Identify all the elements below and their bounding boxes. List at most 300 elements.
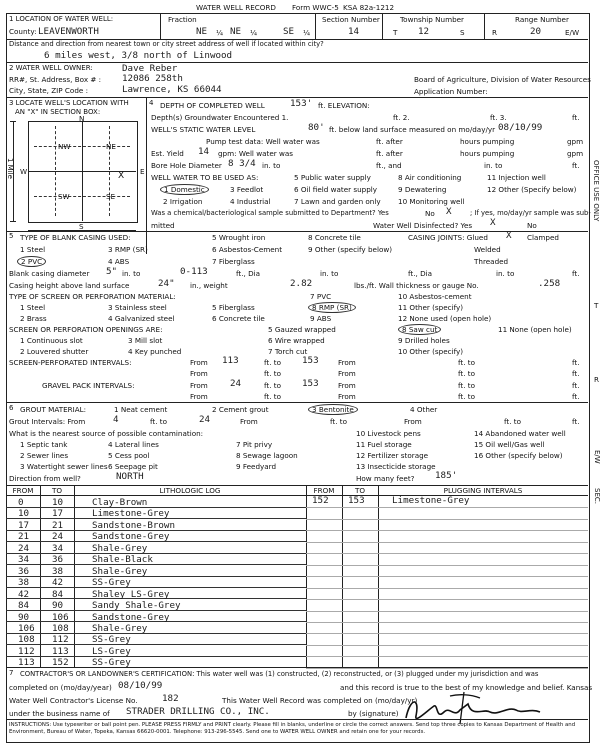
section-6-num: 6 bbox=[9, 404, 14, 412]
log-to[interactable]: 90 bbox=[52, 600, 64, 612]
instructions: INSTRUCTIONS: Use typewriter or ball point pen. PLEASE PRESS FIRMLY and PRINT clearly. Please fill in blanks, underline or circle the correct answers. Send top three copies to Kansas Department of Health and Environment, Bureau of Water, Topeka, Kansas 66620-0001. Telephone: 913-296-5545. Send one to WATER WELL OWNER and retain one for your records. bbox=[9, 722, 576, 735]
log-from[interactable]: 112 bbox=[18, 645, 35, 657]
section-value[interactable]: 14 bbox=[348, 26, 360, 37]
screen-12[interactable]: 12 None used (open hole) bbox=[398, 314, 492, 323]
plug-row-line bbox=[306, 622, 588, 623]
casing-2-circled: 2 PVC bbox=[17, 256, 46, 267]
log-description[interactable]: Sandy Shale-Grey bbox=[92, 600, 181, 612]
elevation-label: ft. ELEVATION: bbox=[318, 101, 370, 110]
log-description[interactable]: Clay-Brown bbox=[92, 497, 148, 508]
log-description[interactable]: SS-Grey bbox=[92, 634, 131, 646]
log-description[interactable]: Sandstone-Grey bbox=[92, 611, 170, 623]
perf-ft-2: ft. bbox=[572, 369, 580, 378]
plug-from-header: FROM bbox=[313, 486, 335, 495]
disinfect-no: No bbox=[527, 221, 537, 230]
use-4[interactable]: 4 Industrial bbox=[230, 197, 271, 206]
source-5[interactable]: 5 Cess pool bbox=[108, 451, 150, 460]
plug-row-line bbox=[306, 576, 588, 577]
bore-label: Bore Hole Diameter bbox=[151, 161, 222, 170]
gravel-ft: ft. bbox=[572, 381, 580, 390]
log-from[interactable]: 34 bbox=[18, 554, 30, 566]
pump-ft-after: ft. after bbox=[376, 137, 403, 146]
use-6[interactable]: 6 Oil field water supply bbox=[294, 185, 378, 194]
bore-in-to: in. to bbox=[262, 161, 281, 170]
open-5[interactable]: 5 Gauzed wrapped bbox=[268, 325, 336, 334]
quarter-2[interactable]: NE bbox=[230, 26, 242, 37]
use-7[interactable]: 7 Lawn and garden only bbox=[294, 197, 381, 206]
use-1-circled: 1 Domestic bbox=[160, 184, 209, 195]
screen-5[interactable]: 5 Fiberglass bbox=[212, 303, 255, 312]
log-row bbox=[6, 622, 306, 634]
address-label: RR#, St. Address, Box # : bbox=[9, 75, 102, 84]
plug-row-line bbox=[306, 656, 588, 657]
open-2[interactable]: 2 Louvered shutter bbox=[20, 347, 89, 356]
screen-1[interactable]: 1 Steel bbox=[20, 303, 46, 312]
gravel-ft-from-2: From bbox=[338, 392, 356, 401]
distance-value[interactable]: 6 miles west, 3/8 north of Linwood bbox=[44, 50, 233, 61]
casing-joints-mark[interactable]: X bbox=[506, 230, 512, 241]
section-nw: NW bbox=[58, 142, 71, 151]
openings-label: SCREEN OR PERFORATION OPENINGS ARE: bbox=[9, 325, 163, 334]
perf-ft: ft. bbox=[572, 358, 580, 367]
diam-ft-dia: ft., Dia bbox=[236, 269, 261, 278]
gw-ft2: ft. 2. bbox=[393, 113, 410, 122]
open-10[interactable]: 10 Other (specify) bbox=[398, 347, 464, 356]
log-to[interactable]: 24 bbox=[52, 531, 64, 543]
bore-value[interactable]: 8 3/4 bbox=[228, 158, 256, 169]
quarter-sym-3: ¼ bbox=[303, 28, 310, 37]
diam-to-value[interactable]: 0-113 bbox=[180, 266, 208, 277]
log-from[interactable]: 38 bbox=[18, 577, 30, 589]
static-level-label: WELL'S STATIC WATER LEVEL bbox=[151, 125, 256, 134]
township-value[interactable]: 12 bbox=[418, 26, 430, 37]
gravel-from: From bbox=[190, 381, 208, 390]
casing-3[interactable]: 3 RMP (SR) bbox=[108, 245, 148, 254]
pump-hours: hours pumping bbox=[460, 137, 515, 146]
range-ew: E/W bbox=[565, 28, 580, 37]
plug-row-line bbox=[306, 519, 588, 520]
cert-line-3: This Water Well Record was completed on (mo/day/yr) bbox=[222, 696, 418, 705]
board-label: Board of Agriculture, Division of Water Resources bbox=[414, 75, 591, 84]
log-to[interactable]: 42 bbox=[52, 577, 64, 589]
quarter-3[interactable]: SE bbox=[283, 26, 295, 37]
screen-4[interactable]: 4 Galvanized steel bbox=[108, 314, 175, 323]
log-to[interactable]: 21 bbox=[52, 519, 64, 531]
log-row bbox=[6, 542, 306, 554]
weight-value[interactable]: 2.82 bbox=[290, 278, 313, 289]
height-label: Casing height above land surface bbox=[9, 281, 130, 290]
plug-intervals-header: PLUGGING INTERVALS bbox=[443, 486, 523, 495]
log-to[interactable]: 84 bbox=[52, 588, 64, 600]
source-16[interactable]: 16 Other (specify below) bbox=[474, 451, 563, 460]
signature-label: by (signature) bbox=[348, 709, 399, 718]
static-level-value[interactable]: 80' bbox=[308, 122, 325, 133]
static-level-date[interactable]: 08/10/99 bbox=[498, 122, 543, 133]
county-label: County: bbox=[9, 27, 37, 36]
screen-6[interactable]: 6 Concrete tile bbox=[212, 314, 265, 323]
county-value[interactable]: LEAVENWORTH bbox=[38, 26, 99, 37]
log-description[interactable]: Sandstone-Grey bbox=[92, 531, 170, 543]
log-litho-header: LITHOLOGIC LOG bbox=[159, 486, 221, 495]
casing-7[interactable]: 7 Fiberglass bbox=[212, 257, 255, 266]
source-3[interactable]: 3 Watertight sewer lines bbox=[20, 462, 108, 471]
log-from[interactable]: 113 bbox=[18, 657, 35, 669]
perf-label: SCREEN-PERFORATED INTERVALS: bbox=[9, 358, 132, 367]
office-use-label: OFFICE USE ONLY bbox=[592, 160, 600, 222]
grout-to-value[interactable]: 24 bbox=[199, 414, 211, 425]
plug-row-line bbox=[306, 530, 588, 531]
quarter-sym-2: ¼ bbox=[250, 28, 257, 37]
contamination-label: What is the nearest source of possible contamination: bbox=[9, 429, 204, 438]
section-box-label-1: 3 LOCATE WELL'S LOCATION WITH bbox=[9, 99, 129, 107]
screen-3[interactable]: 3 Stainless steel bbox=[108, 303, 167, 312]
open-1[interactable]: 1 Continuous slot bbox=[20, 336, 83, 345]
source-13[interactable]: 13 Insecticide storage bbox=[356, 462, 436, 471]
city-label: City, State, ZIP Code : bbox=[9, 86, 89, 95]
section-4-num: 4 bbox=[149, 99, 154, 107]
log-description[interactable]: LS-Grey bbox=[92, 645, 131, 657]
use-2[interactable]: 2 Irrigation bbox=[163, 197, 203, 206]
section-ne: NE bbox=[106, 142, 116, 151]
distance-label: Distance and direction from nearest town or city street address of well if located within city? bbox=[9, 40, 324, 48]
log-from[interactable]: 90 bbox=[18, 611, 30, 623]
direction-label: Direction from well? bbox=[9, 474, 81, 483]
chem-label-2: ; If yes, mo/day/yr sample was sub- bbox=[470, 209, 591, 217]
perf-ft-from: From bbox=[338, 358, 356, 367]
log-to[interactable]: 38 bbox=[52, 565, 64, 577]
plug-to-header: TO bbox=[354, 486, 366, 495]
howmany-value[interactable]: 185' bbox=[435, 470, 458, 481]
source-4[interactable]: 4 Lateral lines bbox=[108, 440, 159, 449]
open-9[interactable]: 9 Drilled holes bbox=[398, 336, 450, 345]
log-row bbox=[6, 599, 306, 611]
open-4[interactable]: 4 Key punched bbox=[128, 347, 182, 356]
ksa-ref: KSA 82a-1212 bbox=[343, 3, 395, 12]
casing-clamped: Clamped bbox=[527, 233, 559, 242]
casing-joints: CASING JOINTS: Glued bbox=[408, 233, 488, 242]
height-value[interactable]: 24" bbox=[158, 278, 175, 289]
business-label: under the business name of bbox=[9, 709, 110, 718]
weight-unit: lbs./ft. Wall thickness or gauge No. bbox=[354, 281, 479, 290]
est-ft-after: ft. after bbox=[376, 149, 403, 158]
section-5-num: 5 bbox=[9, 232, 14, 240]
log-description[interactable]: Shale-Grey bbox=[92, 622, 148, 634]
grout-3[interactable] bbox=[308, 406, 358, 413]
grout-3-circled: 3 Bentonite bbox=[308, 404, 358, 415]
pump-gpm: gpm bbox=[567, 137, 584, 146]
open-8[interactable] bbox=[398, 326, 441, 333]
source-7[interactable]: 7 Pit privy bbox=[236, 440, 273, 449]
use-1[interactable] bbox=[160, 186, 209, 193]
log-row bbox=[6, 565, 306, 577]
disinfect-mark[interactable]: X bbox=[490, 217, 496, 228]
range-value[interactable]: 20 bbox=[530, 26, 542, 37]
log-to[interactable]: 34 bbox=[52, 542, 64, 554]
log-to-header: TO bbox=[51, 486, 63, 495]
casing-2[interactable] bbox=[17, 258, 46, 265]
screen-2[interactable]: 2 Brass bbox=[20, 314, 47, 323]
depth-label: DEPTH OF COMPLETED WELL bbox=[160, 101, 265, 110]
perf-ft-to-4: ft. to bbox=[458, 369, 476, 378]
pump-test-label: Pump test data: Well water was bbox=[206, 137, 320, 146]
log-row bbox=[6, 519, 306, 531]
log-row bbox=[6, 633, 306, 645]
owner-address[interactable]: 12086 258th bbox=[122, 73, 183, 84]
township-label: Township Number bbox=[400, 15, 465, 24]
plug-row-line bbox=[306, 599, 588, 600]
log-to[interactable]: 113 bbox=[52, 645, 69, 657]
log-row bbox=[6, 576, 306, 588]
height-in-weight: in., weight bbox=[190, 281, 228, 290]
section-w: W bbox=[20, 167, 28, 176]
log-row bbox=[6, 553, 306, 565]
gravel-to-value[interactable]: 153 bbox=[302, 378, 319, 389]
gravel-from-value[interactable]: 24 bbox=[230, 378, 242, 389]
diam-in-to: in. to bbox=[122, 269, 141, 278]
gravel-ft-to-3: ft. to bbox=[264, 392, 282, 401]
log-from[interactable]: 36 bbox=[18, 565, 30, 577]
log-row bbox=[6, 507, 306, 519]
use-8[interactable]: 8 Air conditioning bbox=[398, 173, 462, 182]
location-label: 1 LOCATION OF WATER WELL: bbox=[9, 15, 114, 23]
use-5[interactable]: 5 Public water supply bbox=[294, 173, 371, 182]
log-from[interactable]: 106 bbox=[18, 622, 35, 634]
business-value[interactable]: STRADER DRILLING CO., INC. bbox=[126, 706, 270, 717]
perf-ft-to-2: ft. to bbox=[458, 358, 476, 367]
perf-to-value[interactable]: 153 bbox=[302, 355, 319, 366]
source-1[interactable]: 1 Septic tank bbox=[20, 440, 68, 449]
disinfect-label: Water Well Disinfected? Yes bbox=[373, 221, 473, 230]
grout-ft-from-2: From bbox=[404, 417, 422, 426]
log-from[interactable]: 24 bbox=[18, 542, 30, 554]
use-3[interactable]: 3 Feedlot bbox=[230, 185, 264, 194]
log-row bbox=[6, 530, 306, 542]
gravel-ft-to: ft. to bbox=[264, 381, 282, 390]
howmany-label: How many feet? bbox=[356, 474, 415, 483]
log-from[interactable]: 21 bbox=[18, 531, 30, 543]
source-9[interactable]: 9 Feedyard bbox=[236, 462, 277, 471]
range-r: R bbox=[492, 28, 497, 37]
bore-ft: ft. bbox=[572, 161, 580, 170]
perf-ft-from-2: From bbox=[338, 369, 356, 378]
completed-label: completed on (mo/day/year) bbox=[9, 683, 112, 692]
log-description[interactable]: Shaley LS-Grey bbox=[92, 588, 170, 600]
screen-8-circled: 8 RMP (SR) bbox=[308, 302, 356, 313]
log-description[interactable]: Shale-Black bbox=[92, 554, 153, 566]
est-yield-unit: gpm: Well water was bbox=[218, 149, 294, 158]
est-yield-label: Est. Yield bbox=[151, 149, 184, 158]
gw-ft3: ft. 3. bbox=[490, 113, 507, 122]
source-11[interactable]: 11 Fuel storage bbox=[356, 440, 412, 449]
gravel-label: GRAVEL PACK INTERVALS: bbox=[42, 381, 135, 390]
casing-label: TYPE OF BLANK CASING USED: bbox=[20, 233, 131, 242]
section-e: E bbox=[140, 167, 145, 176]
est-gpm: gpm bbox=[567, 149, 584, 158]
use-11[interactable]: 11 Injection well bbox=[487, 173, 546, 182]
log-to[interactable]: 152 bbox=[52, 657, 69, 669]
use-10[interactable]: 10 Monitoring well bbox=[398, 197, 465, 206]
log-to[interactable]: 36 bbox=[52, 554, 64, 566]
log-row bbox=[6, 645, 306, 657]
log-to[interactable]: 108 bbox=[52, 622, 69, 634]
diam-label: Blank casing diameter bbox=[9, 269, 90, 278]
quarter-sym-1: ¼ bbox=[216, 28, 223, 37]
owner-city[interactable]: Lawrence, KS 66044 bbox=[122, 84, 222, 95]
log-description[interactable]: Shale-Grey bbox=[92, 542, 148, 554]
section-7-num: 7 bbox=[9, 669, 14, 677]
section-box-label-2: AN "X" IN SECTION BOX: bbox=[15, 108, 101, 116]
casing-8[interactable]: 8 Concrete tile bbox=[308, 233, 361, 242]
grout-4[interactable]: 4 Other bbox=[410, 405, 438, 414]
plug-row-line bbox=[306, 542, 588, 543]
plug-row-line bbox=[306, 507, 588, 508]
diam-ft: ft. bbox=[572, 269, 580, 278]
log-from-header: FROM bbox=[12, 486, 34, 495]
license-value[interactable]: 182 bbox=[162, 693, 179, 704]
gw-ft: ft. bbox=[572, 113, 580, 122]
screen-8[interactable] bbox=[308, 304, 356, 311]
diam-value[interactable]: 5" bbox=[106, 266, 118, 277]
source-15[interactable]: 15 Oil well/Gas well bbox=[474, 440, 545, 449]
screen-label: TYPE OF SCREEN OR PERFORATION MATERIAL: bbox=[9, 292, 176, 301]
perf-ft-to: ft. to bbox=[264, 358, 282, 367]
log-row bbox=[6, 611, 306, 623]
gravel-ft-to-4: ft. to bbox=[458, 392, 476, 401]
log-from[interactable]: 84 bbox=[18, 600, 30, 612]
plug-row-line bbox=[306, 588, 588, 589]
log-description[interactable]: Sandstone-Brown bbox=[92, 519, 175, 531]
side-sec: SEC. bbox=[593, 488, 601, 504]
grout-intervals-label: Grout Intervals: From bbox=[9, 417, 86, 426]
side-t: T bbox=[594, 301, 599, 310]
plug-desc-value[interactable]: Limestone-Grey bbox=[392, 495, 470, 506]
plug-row-line bbox=[306, 565, 588, 566]
log-description[interactable]: SS-Grey bbox=[92, 657, 131, 669]
source-2[interactable]: 2 Sewer lines bbox=[20, 451, 69, 460]
mile-label: 1 Mile bbox=[6, 158, 14, 179]
log-to[interactable]: 112 bbox=[52, 634, 69, 646]
completed-value[interactable]: 08/10/99 bbox=[118, 680, 163, 691]
section-s: S bbox=[79, 222, 84, 231]
grout-from-value[interactable]: 4 bbox=[113, 414, 119, 425]
use-12[interactable]: 12 Other (Specify below) bbox=[487, 185, 577, 194]
cert-line-2: and this record is true to the best of my knowledge and belief. Kansas bbox=[340, 683, 593, 692]
fraction-label: Fraction bbox=[168, 15, 197, 24]
log-to[interactable]: 17 bbox=[52, 508, 64, 520]
perf-from-2: From bbox=[190, 369, 208, 378]
screen-7[interactable]: 7 PVC bbox=[310, 292, 332, 301]
source-10[interactable]: 10 Livestock pens bbox=[356, 429, 421, 438]
open-3[interactable]: 3 Mill slot bbox=[128, 336, 163, 345]
source-6[interactable]: 6 Seepage pit bbox=[108, 462, 158, 471]
application-number-label: Application Number: bbox=[414, 87, 488, 96]
gravel-ft-to-2: ft. to bbox=[458, 381, 476, 390]
log-from[interactable]: 108 bbox=[18, 634, 35, 646]
casing-5[interactable]: 5 Wrought iron bbox=[212, 233, 266, 242]
casing-6[interactable]: 6 Asbestos-Cement bbox=[212, 245, 283, 254]
log-row bbox=[6, 588, 306, 600]
plug-row-line bbox=[306, 553, 588, 554]
log-from[interactable]: 42 bbox=[18, 588, 30, 600]
depth-value[interactable]: 153' bbox=[290, 98, 313, 109]
chem-no-mark[interactable]: X bbox=[446, 206, 452, 217]
log-description[interactable]: SS-Grey bbox=[92, 577, 131, 589]
grout-ft: ft. bbox=[572, 417, 580, 426]
perf-from-value[interactable]: 113 bbox=[222, 355, 239, 366]
static-level-text: ft. below land surface measured on mo/day/yr bbox=[329, 125, 496, 134]
open-7[interactable]: 7 Torch cut bbox=[268, 347, 308, 356]
bore-ft-and: ft., and bbox=[376, 161, 402, 170]
groundwater-label: Depth(s) Groundwater Encountered 1. bbox=[151, 113, 289, 122]
form-number: Form WWC-5 bbox=[292, 3, 339, 12]
owner-name[interactable]: Dave Reber bbox=[122, 63, 178, 74]
log-from[interactable]: 10 bbox=[18, 508, 30, 520]
casing-threaded: Threaded bbox=[474, 257, 509, 266]
grout-2[interactable]: 2 Cement grout bbox=[212, 405, 269, 414]
est-yield-value[interactable]: 14 bbox=[198, 146, 210, 157]
perf-from: From bbox=[190, 358, 208, 367]
source-14[interactable]: 14 Abandoned water well bbox=[474, 429, 566, 438]
casing-1[interactable]: 1 Steel bbox=[20, 245, 46, 254]
section-se: SE bbox=[106, 192, 116, 201]
log-from[interactable]: 17 bbox=[18, 519, 30, 531]
diam-in-to-3: in. to bbox=[496, 269, 515, 278]
perf-ft-to-3: ft. to bbox=[264, 369, 282, 378]
screen-10[interactable]: 10 Asbestos-cement bbox=[398, 292, 472, 301]
section-n: N bbox=[79, 114, 85, 123]
use-9[interactable]: 9 Dewatering bbox=[398, 185, 447, 194]
gravel-ft-from: From bbox=[338, 381, 356, 390]
log-from[interactable]: 0 bbox=[18, 497, 24, 508]
plug-row-line bbox=[306, 633, 588, 634]
cert-line-1: CONTRACTOR'S OR LANDOWNER'S CERTIFICATION: This water well was (1) constructed, (2) reconstructed, or (3) plugged under my jurisdiction and was bbox=[20, 670, 539, 678]
casing-4[interactable]: 4 ABS bbox=[108, 257, 130, 266]
plug-row-line bbox=[306, 645, 588, 646]
casing-9[interactable]: 9 Other (specify below) bbox=[308, 245, 393, 254]
open-11[interactable]: 11 None (open hole) bbox=[498, 325, 572, 334]
log-to[interactable]: 10 bbox=[52, 497, 64, 508]
source-12[interactable]: 12 Fertilizer storage bbox=[356, 451, 429, 460]
screen-9[interactable]: 9 ABS bbox=[310, 314, 332, 323]
owner-label: 2 WATER WELL OWNER: bbox=[9, 64, 93, 72]
plug-from-value[interactable]: 152 bbox=[312, 495, 329, 506]
direction-value[interactable]: NORTH bbox=[116, 471, 144, 482]
grout-ft-to-2: ft. to bbox=[330, 417, 348, 426]
plug-to-value[interactable]: 153 bbox=[348, 495, 365, 506]
mitted-label: mitted bbox=[151, 221, 175, 230]
log-to[interactable]: 106 bbox=[52, 611, 69, 623]
open-6[interactable]: 6 Wire wrapped bbox=[268, 336, 325, 345]
log-description[interactable]: Shale-Grey bbox=[92, 565, 148, 577]
grout-ft-to-3: ft. to bbox=[504, 417, 522, 426]
license-label: Water Well Contractor's License No. bbox=[9, 696, 138, 705]
grout-ft-to: ft. to bbox=[150, 417, 168, 426]
section-label: Section Number bbox=[322, 15, 380, 24]
casing-welded: Welded bbox=[474, 245, 501, 254]
screen-11[interactable]: 11 Other (specify) bbox=[398, 303, 464, 312]
source-8[interactable]: 8 Sewage lagoon bbox=[236, 451, 298, 460]
diam-ft-dia-2: ft., Dia bbox=[408, 269, 433, 278]
gravel-ft-2: ft. bbox=[572, 392, 580, 401]
gauge-value[interactable]: .258 bbox=[538, 278, 561, 289]
log-description[interactable]: Limestone-Grey bbox=[92, 508, 170, 520]
grout-1[interactable]: 1 Neat cement bbox=[114, 405, 168, 414]
form-title: WATER WELL RECORD bbox=[196, 3, 276, 12]
diam-in-to-2: in. to bbox=[320, 269, 339, 278]
quarter-1[interactable]: NE bbox=[196, 26, 208, 37]
township-t: T bbox=[393, 28, 398, 37]
open-8-circled: 8 Saw cut bbox=[398, 324, 441, 335]
